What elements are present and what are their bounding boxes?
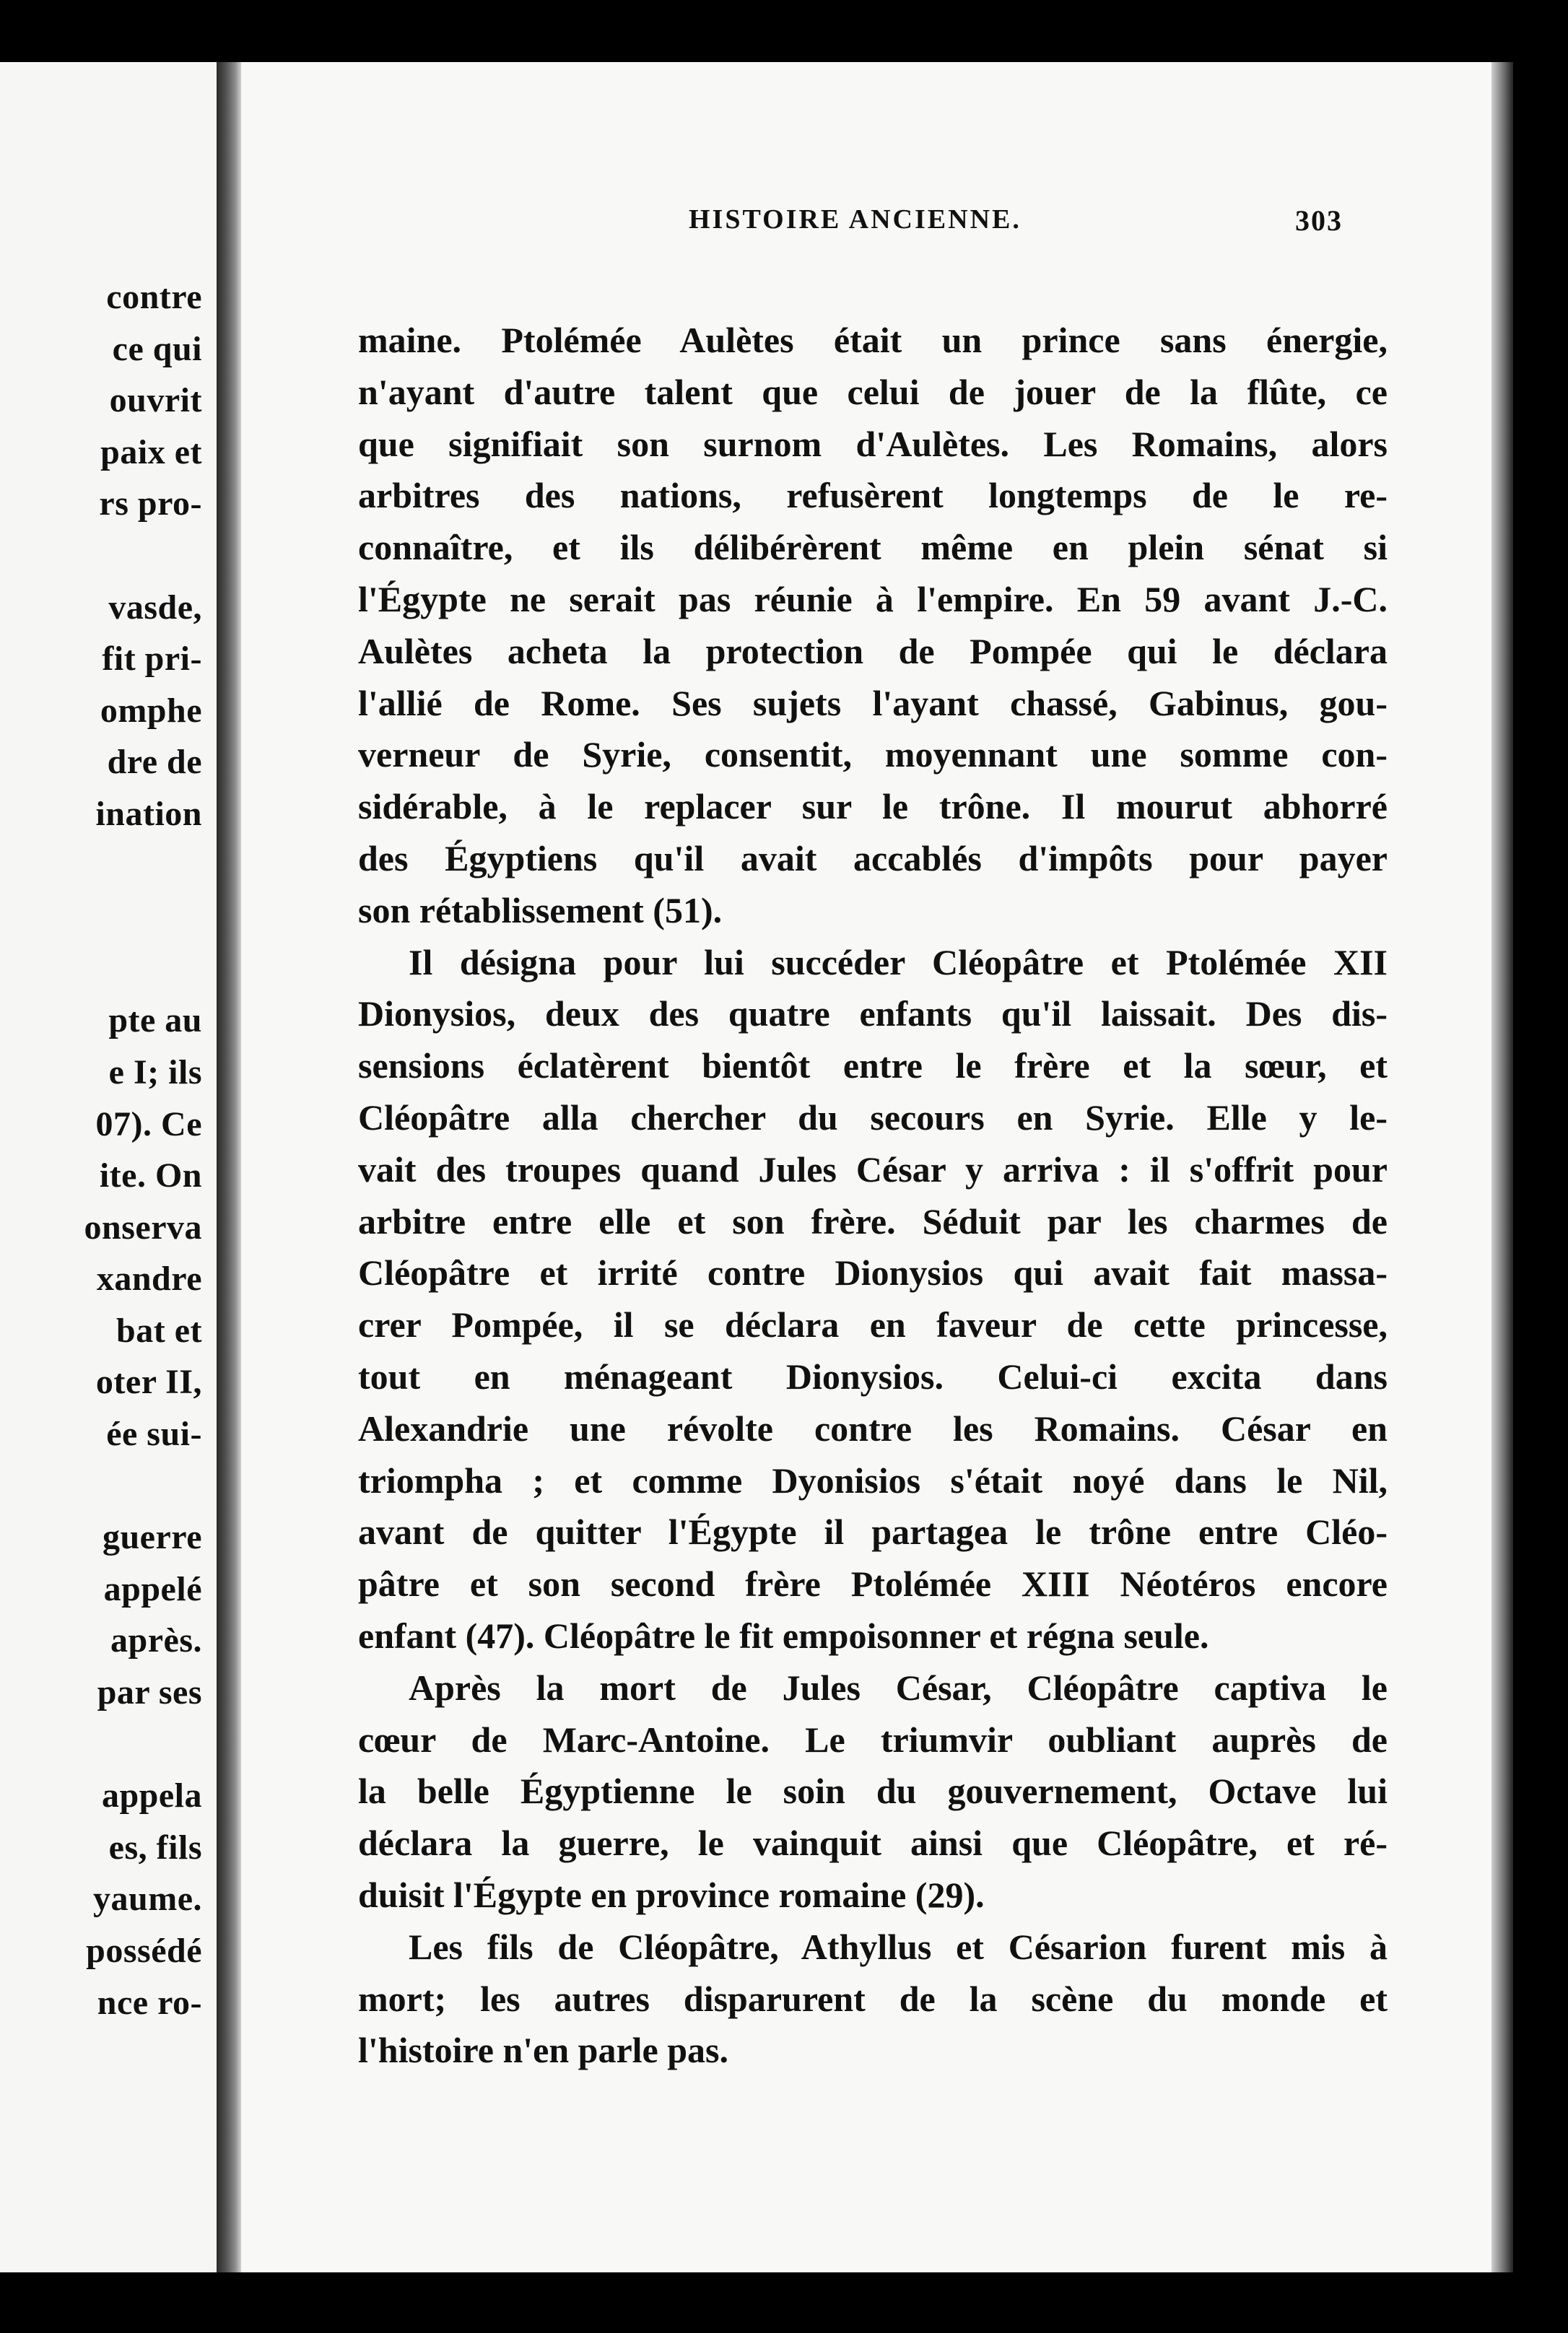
left-page-line: nce ro- xyxy=(97,1983,202,2022)
left-page-line xyxy=(0,943,202,995)
page-header xyxy=(241,204,1491,247)
text-line: la belle Égyptienne le soin du gouvernement, Octave lui xyxy=(358,1771,1388,1812)
left-page-line: omphe xyxy=(100,691,202,730)
left-page-line: e I; ils xyxy=(108,1052,202,1091)
text-line: crer Pompée, il se déclara en faveur de cette princesse, xyxy=(358,1304,1388,1346)
text-line: son rétablissement (51). xyxy=(358,889,723,930)
left-page-line: 07). Ce xyxy=(95,1104,202,1143)
text-line: Les fils de Cléopâtre, Athyllus et Césarion furent mis à xyxy=(409,1926,1388,1967)
left-page-line: ce qui xyxy=(112,329,202,368)
left-page-line: contre xyxy=(106,278,202,316)
left-page-line: guerre xyxy=(102,1518,202,1557)
left-page-text xyxy=(0,271,202,2028)
text-line: triompha ; et comme Dyonisios s'était noyé dans le Nil, xyxy=(358,1460,1388,1501)
left-facing-page xyxy=(0,62,217,2272)
left-page-line: dre de xyxy=(107,743,202,782)
text-line: cœur de Marc-Antoine. Le triumvir oubliant auprès de xyxy=(358,1719,1388,1760)
text-line: l'allié de Rome. Ses sujets l'ayant chassé, Gabinus, gou- xyxy=(358,682,1388,723)
text-line: connaître, et ils délibérèrent même en plein sénat si xyxy=(358,527,1388,568)
text-line: des Égyptiens qu'il avait accablés d'impôts pour payer xyxy=(358,837,1388,878)
left-page-line: es, fils xyxy=(108,1828,202,1867)
text-line: Aulètes acheta la protection de Pompée qui le déclara xyxy=(358,630,1388,671)
left-page-line: ination xyxy=(95,794,202,833)
left-page-line xyxy=(0,530,202,582)
left-page-line: après. xyxy=(110,1621,202,1660)
text-line: tout en ménageant Dionysios. Celui-ci excita dans xyxy=(358,1356,1388,1397)
left-page-line xyxy=(0,891,202,943)
left-page-line xyxy=(0,1719,202,1771)
page-edge-shadow xyxy=(1491,62,1513,2272)
running-head: HISTOIRE ANCIENNE. xyxy=(689,204,1022,235)
text-line: enfant (47). Cléopâtre le fit empoisonner et régna seule. xyxy=(358,1615,1209,1656)
text-line: sidérable, à le replacer sur le trône. Il mourut abhorré xyxy=(358,786,1388,827)
text-line: Il désigna pour lui succéder Cléopâtre et Ptolémée XII xyxy=(409,941,1388,982)
left-page-line xyxy=(0,840,202,892)
text-line: l'Égypte ne serait pas réunie à l'empire. En 59 avant J.-C. xyxy=(358,578,1388,619)
left-page-line: pte au xyxy=(108,1001,202,1040)
left-page-line: rs pro- xyxy=(99,484,202,523)
text-line: verneur de Syrie, consentit, moyennant une somme con- xyxy=(358,734,1388,775)
text-line: mort; les autres disparurent de la scène du monde et xyxy=(358,1978,1388,2019)
left-page-line: ouvrit xyxy=(109,381,202,420)
book-gutter xyxy=(217,62,241,2272)
text-line: Cléopâtre alla chercher du secours en Syrie. Elle y le- xyxy=(358,1096,1388,1138)
text-line: Alexandrie une révolte contre les Romains. César en xyxy=(358,1408,1388,1449)
left-page-line: appela xyxy=(101,1776,202,1815)
text-line: arbitre entre elle et son frère. Séduit par les charmes de xyxy=(358,1200,1388,1242)
left-page-line: onserva xyxy=(84,1208,202,1247)
text-line: Cléopâtre et irrité contre Dionysios qui avait fait massa- xyxy=(358,1252,1388,1294)
left-page-line: bat et xyxy=(116,1311,202,1350)
text-line: arbitres des nations, refusèrent longtemps de le re- xyxy=(358,475,1388,516)
page-number: 303 xyxy=(1295,204,1343,237)
left-page-line: ée sui- xyxy=(106,1415,202,1454)
left-page-line: xandre xyxy=(96,1260,202,1299)
text-line: maine. Ptolémée Aulètes était un prince sans énergie, xyxy=(358,320,1388,360)
text-line: n'ayant d'autre talent que celui de jouer de la flûte, ce xyxy=(358,371,1388,412)
text-line: sensions éclatèrent bientôt entre le frère et la sœur, et xyxy=(358,1045,1388,1086)
text-line: duisit l'Égypte en province romaine (29). xyxy=(358,1874,985,1915)
left-page-line: fit pri- xyxy=(102,640,202,679)
body-text xyxy=(358,315,1388,2077)
text-line: l'histoire n'en parle pas. xyxy=(358,2030,729,2071)
text-line: avant de quitter l'Égypte il partagea le trône entre Cléo- xyxy=(358,1512,1388,1553)
left-page-line: appelé xyxy=(103,1569,202,1608)
left-page-line: oter II, xyxy=(95,1363,202,1402)
left-page-line: vasde, xyxy=(108,588,202,627)
left-page-line xyxy=(0,1460,202,1512)
left-page-line: possédé xyxy=(86,1932,202,1970)
text-line: Après la mort de Jules César, Cléopâtre captiva le xyxy=(409,1667,1388,1708)
left-page-line: ite. On xyxy=(99,1156,202,1195)
text-line: que signifiait son surnom d'Aulètes. Les Romains, alors xyxy=(358,423,1388,464)
left-page-line: paix et xyxy=(100,432,202,471)
left-page-line: yaume. xyxy=(93,1880,202,1919)
left-page-line: par ses xyxy=(97,1673,202,1712)
text-line: Dionysios, deux des quatre enfants qu'il laissait. Des dis- xyxy=(358,993,1388,1034)
text-line: déclara la guerre, le vainquit ainsi que Cléopâtre, et ré- xyxy=(358,1823,1388,1864)
text-line: vait des troupes quand Jules César y arriva : il s'offrit pour xyxy=(358,1148,1388,1190)
text-line: pâtre et son second frère Ptolémée XIII Néotéros encore xyxy=(358,1564,1388,1605)
right-page xyxy=(241,62,1491,2272)
